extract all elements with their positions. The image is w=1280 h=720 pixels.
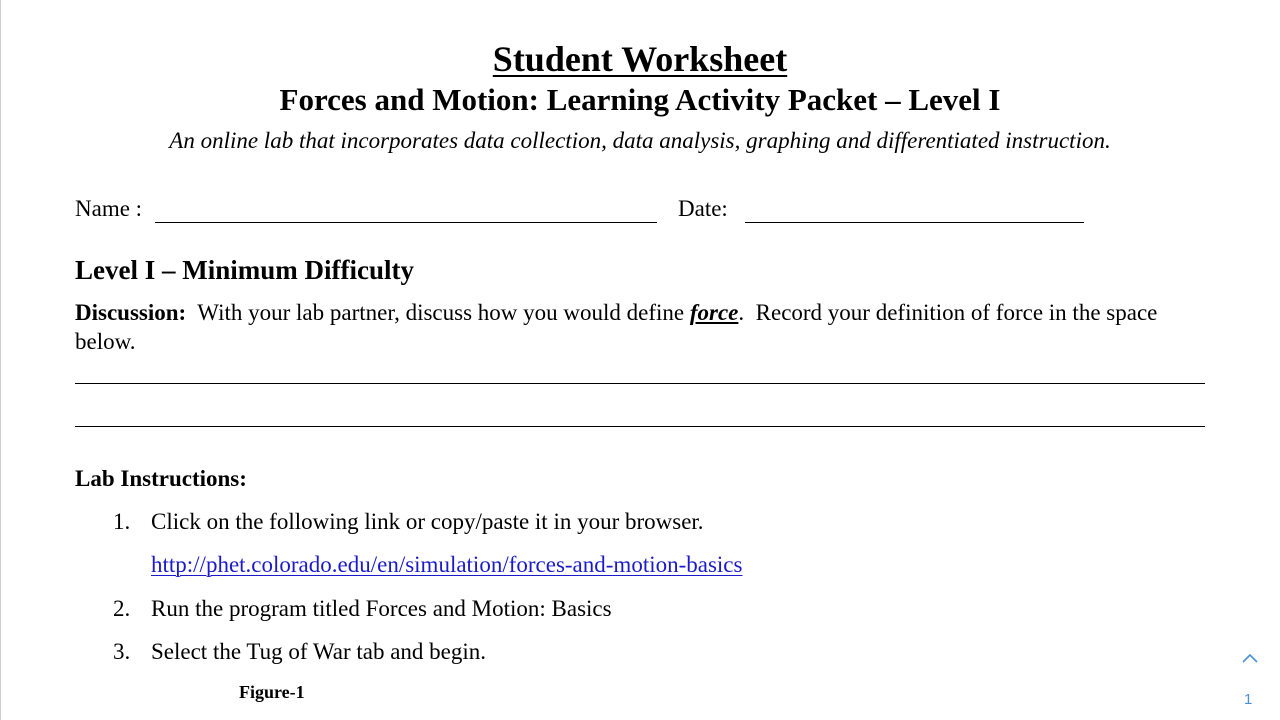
step-text: Click on the following link or copy/paste it in your browser. (151, 509, 704, 534)
step-number: 1. (113, 509, 131, 534)
date-blank-line (745, 222, 1084, 223)
date-label: Date: (678, 196, 728, 221)
step-number: 2. (113, 596, 131, 621)
discussion-paragraph (75, 298, 1215, 356)
step-text: Run the program titled Forces and Motion: Basics (151, 596, 612, 621)
answer-line (75, 383, 1205, 384)
discussion-text-after: . Record your definition of force in the space below. (75, 300, 1164, 354)
name-blank-line (155, 222, 657, 223)
answer-line (75, 426, 1205, 427)
worksheet-subtitle: Forces and Motion: Learning Activity Packet – Level I (279, 82, 1001, 117)
step-number: 3. (113, 639, 131, 664)
discussion-text-before: With your lab partner, discuss how you would define (186, 300, 690, 325)
discussion-keyword: force (689, 300, 739, 325)
discussion-lead: Discussion: (75, 300, 187, 325)
figure-label: Figure-1 (239, 682, 305, 702)
level-heading: Level I – Minimum Difficulty (75, 255, 414, 285)
chevron-up-icon[interactable] (1238, 648, 1262, 668)
lab-instructions-heading: Lab Instructions: (75, 466, 247, 491)
page-number: 1 (1244, 691, 1253, 708)
worksheet-title: Student Worksheet (492, 39, 788, 79)
simulation-link[interactable]: http://phet.colorado.edu/en/simulation/forces-and-motion-basics (151, 552, 743, 577)
name-label: Name : (75, 196, 143, 221)
worksheet-tagline: An online lab that incorporates data collection, data analysis, graphing and differentiated instruction. (169, 128, 1111, 153)
step-text: Select the Tug of War tab and begin. (151, 639, 487, 664)
